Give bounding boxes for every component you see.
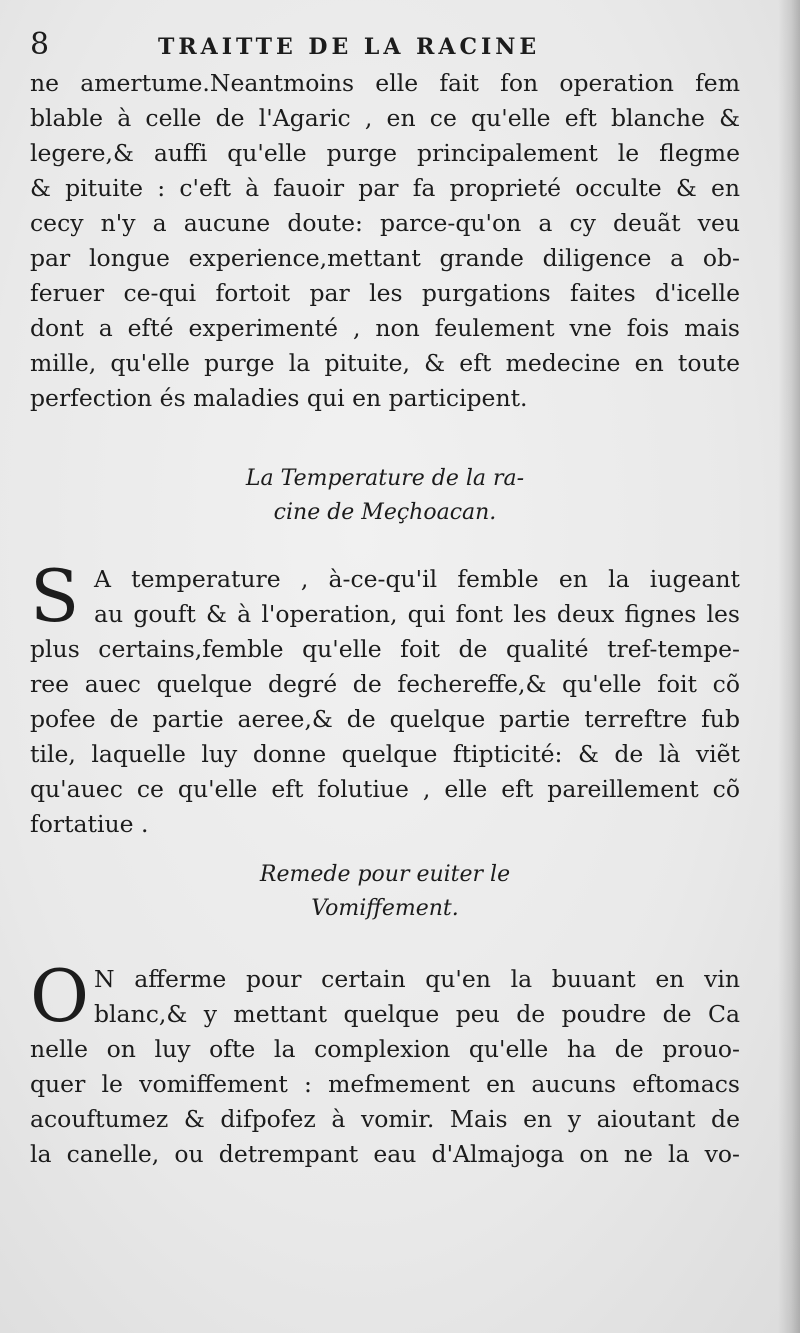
text-line: A temperature , à-ce-qu'il femble en la iugeant — [94, 565, 740, 593]
text-line: legere,& auffi qu'elle purge principalement le flegme — [30, 139, 740, 167]
section-heading-remede — [30, 858, 740, 926]
heading-line: cine de Meçhoacan. — [273, 500, 497, 525]
text-line: la canelle, ou detrempant eau d'Almajoga on ne la vo- — [30, 1140, 740, 1168]
heading-line: La Temperature de la ra- — [245, 466, 525, 491]
text-line: fortatiue . — [30, 810, 149, 838]
text-line: au gouft & à l'operation, qui font les deux fignes les — [94, 600, 740, 628]
page-edge-shadow — [778, 0, 800, 1333]
text-line: acouftumez & difpofez à vomir. Mais en y aioutant de — [30, 1105, 740, 1133]
text-line: blable à celle de l'Agaric , en ce qu'elle eft blanche & — [30, 104, 740, 132]
drop-cap-letter: O — [30, 954, 90, 1038]
text-line: & pituite : c'eft à fauoir par fa proprieté occulte & en — [30, 174, 740, 202]
text-line: perfection és maladies qui en participent. — [30, 384, 528, 412]
heading-line: Vomiffement. — [311, 896, 459, 921]
text-line: blanc,& y mettant quelque peu de poudre de Ca — [94, 1000, 740, 1028]
text-line: qu'auec ce qu'elle eft folutiue , elle eft pareillement cõ — [30, 775, 740, 803]
text-line: mille, qu'elle purge la pituite, & eft medecine en toute — [30, 349, 740, 377]
paragraph-2 — [30, 554, 740, 842]
text-line: cecy n'y a aucune doute: parce-qu'on a cy deuãt veu — [30, 209, 740, 237]
drop-cap-letter: S — [30, 554, 80, 638]
text-line: pofee de partie aeree,& de quelque partie terreftre fub — [30, 705, 740, 733]
heading-line: Remede pour euiter le — [259, 862, 511, 887]
text-line: ne amertume.Neantmoins elle fait fon operation fem — [30, 69, 740, 97]
text-line: nelle on luy ofte la complexion qu'elle ha de prouo- — [30, 1035, 740, 1063]
text-line: par longue experience,mettant grande diligence a ob- — [30, 244, 740, 272]
text-line: plus certains,femble qu'elle foit de qualité tref-tempe- — [30, 635, 740, 663]
running-title: TRAITTE DE LA RACINE — [158, 34, 541, 60]
text-line: feruer ce-qui fortoit par les purgations faites d'icelle — [30, 279, 740, 307]
text-line: dont a efté experimenté , non feulement vne fois mais — [30, 314, 740, 342]
text-line: N afferme pour certain qu'en la buuant en vin — [94, 965, 740, 993]
text-line: tile, laquelle luy donne quelque ftipticité: & de là viẽt — [30, 740, 740, 768]
paragraph-1 — [30, 66, 740, 416]
section-heading-temperature — [30, 462, 740, 530]
paragraph-3 — [30, 954, 740, 1172]
text-line: ree auec quelque degré de fechereffe,& qu'elle foit cõ — [30, 670, 740, 698]
text-line: quer le vomiffement : mefmement en aucuns eftomacs — [30, 1070, 740, 1098]
page-number: 8 — [30, 27, 50, 62]
running-head — [30, 28, 750, 62]
